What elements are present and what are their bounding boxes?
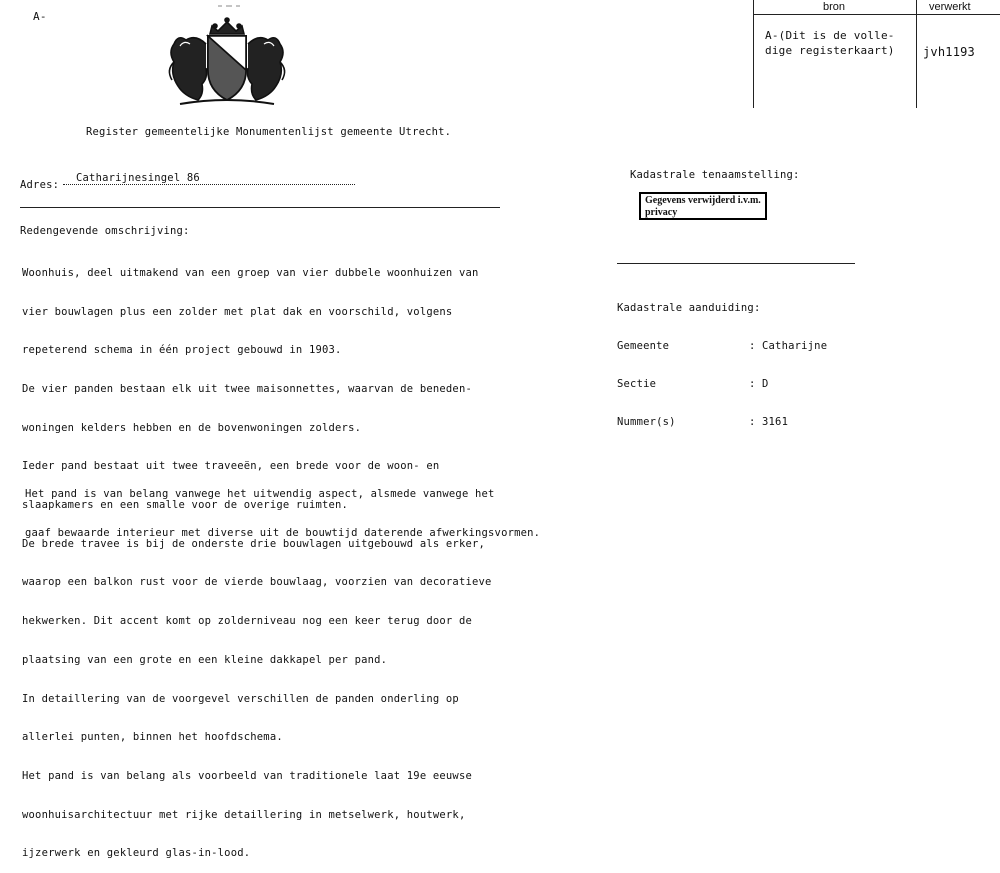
closing-statement — [25, 462, 540, 553]
aanduiding-row-gemeente — [617, 340, 827, 353]
register-title: Register gemeentelijke Monumentenlijst gemeente Utrecht. — [86, 126, 452, 138]
body-line: woonhuisarchitectuur met rijke detaillering in metselwerk, houtwerk, — [22, 808, 466, 821]
divider-line-right — [617, 263, 855, 264]
privacy-notice-box — [639, 192, 767, 220]
bron-value-line: dige registerkaart) — [765, 44, 895, 57]
closing-line: gaaf bewaarde interieur met diverse uit de bouwtijd daterende afwerkingsvormen. — [25, 527, 541, 539]
kadastrale-aanduiding-label: Kadastrale aanduiding: — [617, 302, 761, 315]
bron-value-line: A-(Dit is de volle- — [765, 29, 895, 42]
bron-value — [765, 28, 895, 58]
table-header-line — [753, 14, 1000, 15]
body-line: ijzerwerk en gekleurd glas-in-lood. — [22, 847, 251, 860]
closing-line: Het pand is van belang vanwege het uitwendig aspect, alsmede vanwege het — [25, 488, 495, 500]
divider-line — [20, 207, 500, 208]
body-line: De brede travee is bij de onderste drie bouwlagen uitgebouwd als erker, — [22, 537, 486, 550]
body-line: hekwerken. Dit accent komt op zolderniveau nog een keer terug door de — [22, 615, 472, 628]
kadastrale-aanduiding — [617, 277, 827, 441]
col-header-verwerkt: verwerkt — [929, 1, 971, 13]
redengevende-body — [22, 241, 542, 873]
body-line: Woonhuis, deel uitmakend van een groep van vier dubbele woonhuizen van — [22, 266, 479, 279]
redengevende-label: Redengevende omschrijving: — [20, 225, 190, 237]
aanduiding-value: Catharijne — [762, 339, 828, 352]
body-line: vier bouwlagen plus een zolder met plat dak en voorschild, volgens — [22, 305, 453, 318]
aanduiding-value: 3161 — [762, 415, 789, 428]
aanduiding-key: Sectie — [617, 377, 657, 390]
utrecht-coat-of-arms-icon — [160, 4, 295, 108]
privacy-line: privacy — [645, 207, 678, 218]
privacy-line: Gegevens verwijderd i.v.m. — [645, 195, 761, 206]
body-line: De vier panden bestaan elk uit twee maisonnettes, waarvan de beneden- — [22, 382, 472, 395]
body-line: repeterend schema in één project gebouwd in 1903. — [22, 344, 342, 357]
adres-value: Catharijnesingel 86 — [76, 172, 200, 184]
adres-label: Adres: — [20, 179, 60, 191]
body-line: plaatsing van een grote en een kleine dakkapel per pand. — [22, 653, 388, 666]
aanduiding-key: Nummer(s) — [617, 415, 676, 428]
aanduiding-row-nummer — [617, 416, 827, 429]
aanduiding-value: D — [762, 377, 769, 390]
body-line: Het pand is van belang als voorbeeld van traditionele laat 19e eeuwse — [22, 769, 472, 782]
body-line: In detaillering van de voorgevel verschillen de panden onderling op — [22, 692, 459, 705]
aanduiding-sep: : — [749, 339, 756, 352]
body-line: woningen kelders hebben en de bovenwoningen zolders. — [22, 421, 362, 434]
kadastrale-tenaamstelling-label: Kadastrale tenaamstelling: — [630, 169, 800, 181]
body-line: waarop een balkon rust voor de vierde bouwlaag, voorzien van decoratieve — [22, 576, 492, 589]
col-header-bron: bron — [823, 1, 846, 13]
table-divider-left — [753, 0, 754, 108]
bron-verwerkt-table — [753, 0, 1000, 108]
aanduiding-sep: : — [749, 415, 756, 428]
table-divider-middle — [916, 0, 917, 108]
aanduiding-row-sectie — [617, 378, 827, 391]
aanduiding-key: Gemeente — [617, 339, 670, 352]
adres-dotted-line — [63, 184, 355, 185]
verwerkt-value: jvh1193 — [923, 45, 975, 59]
corner-mark: A- — [33, 10, 47, 23]
body-line: slaapkamers en een smalle voor de overige ruimten. — [22, 499, 349, 512]
body-line: allerlei punten, binnen het hoofdschema. — [22, 731, 283, 744]
body-line: Ieder pand bestaat uit twee traveeën, een brede voor de woon- en — [22, 460, 440, 473]
aanduiding-sep: : — [749, 377, 756, 390]
